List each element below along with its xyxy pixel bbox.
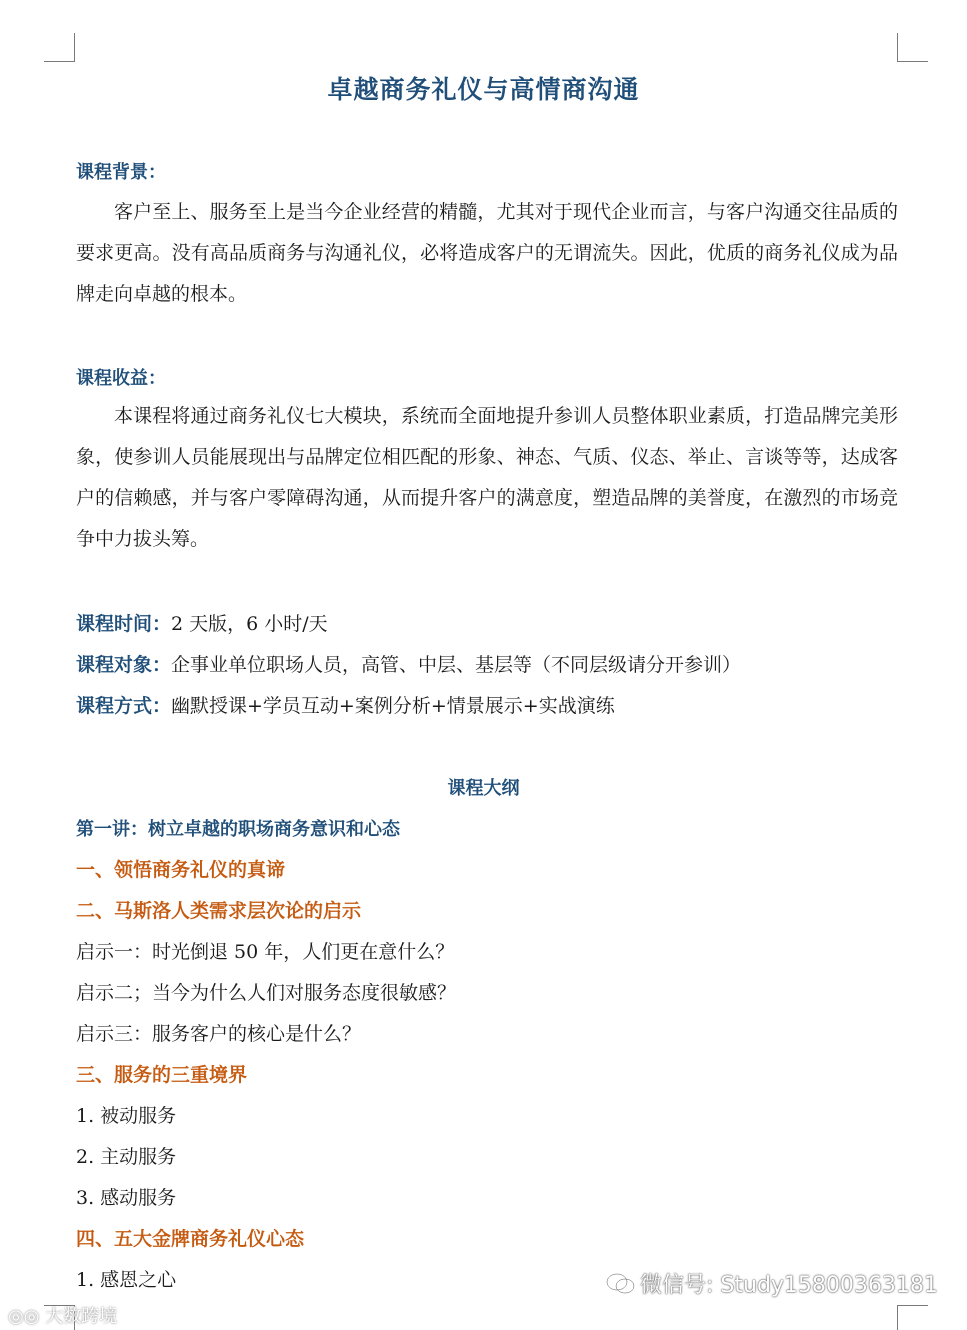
wechat-watermark-text: 微信号: Study15800363181 xyxy=(640,1273,938,1298)
course-audience-row xyxy=(76,650,741,677)
realm-3: 3. 感动服务 xyxy=(76,1187,177,1209)
document-title: 卓越商务礼仪与高情商沟通 xyxy=(327,75,640,104)
section-1-heading: 一、领悟商务礼仪的真谛 xyxy=(76,859,286,881)
section-4-heading: 四、五大金牌商务礼仪心态 xyxy=(76,1228,305,1250)
insight-3: 启示三：服务客户的核心是什么？ xyxy=(76,1023,362,1045)
course-audience-label: 课程对象： xyxy=(76,654,172,676)
realm-2: 2. 主动服务 xyxy=(76,1146,177,1168)
wechat-watermark xyxy=(606,1268,938,1299)
course-method-row xyxy=(76,691,615,718)
brand-logo-icon: ◎◎ xyxy=(8,1306,40,1327)
benefits-heading: 课程收益： xyxy=(76,368,166,389)
benefits-paragraph: 本课程将通过商务礼仪七大模块，系统而全面地提升参训人员整体职业素质，打造品牌完美形象，使参训人员能展现出与品牌定位相匹配的形象、神态、气质、仪态、举止、言谈等等，达成客户的信赖感，并与客户零障碍沟通，从而提升客户的满意度，塑造品牌的美誉度，在激烈的市场竞争中力拔头筹。 xyxy=(76,405,898,550)
crop-mark-top-right xyxy=(897,33,928,62)
course-method-value: 幽默授课+学员互动+案例分析+情景展示+实战演练 xyxy=(171,695,615,717)
brand-logo xyxy=(8,1302,117,1328)
background-paragraph: 客户至上、服务至上是当今企业经营的精髓，尤其对于现代企业而言，与客户沟通交往品质的要求更高。没有高品质商务与沟通礼仪，必将造成客户的无谓流失。因此，优质的商务礼仪成为品牌走向卓越的根本。 xyxy=(76,201,898,305)
insight-2: 启示二；当今为什么人们对服务态度很敏感？ xyxy=(76,982,457,1004)
background-heading: 课程背景： xyxy=(76,162,166,183)
crop-mark-top-left xyxy=(44,33,75,62)
course-audience-value: 企事业单位职场人员，高管、中层、基层等（不同层级请分开参训） xyxy=(171,654,742,676)
course-time-row xyxy=(76,609,328,636)
brand-logo-text: 大数跨境 xyxy=(45,1306,118,1327)
wechat-icon xyxy=(606,1273,636,1295)
outline-title: 课程大纲 xyxy=(447,778,520,799)
lecture-1-title: 第一讲：树立卓越的职场商务意识和心态 xyxy=(76,819,400,840)
crop-mark-bottom-right xyxy=(897,1305,928,1330)
course-time-label: 课程时间： xyxy=(76,613,172,635)
mindset-1: 1. 感恩之心 xyxy=(76,1269,177,1291)
course-method-label: 课程方式： xyxy=(76,695,172,717)
course-time-value: 2 天版，6 小时/天 xyxy=(171,613,328,635)
insight-1: 启示一：时光倒退 50 年，人们更在意什么？ xyxy=(76,941,455,963)
realm-1: 1. 被动服务 xyxy=(76,1105,177,1127)
section-2-heading: 二、马斯洛人类需求层次论的启示 xyxy=(76,900,362,922)
section-3-heading: 三、服务的三重境界 xyxy=(76,1064,248,1086)
